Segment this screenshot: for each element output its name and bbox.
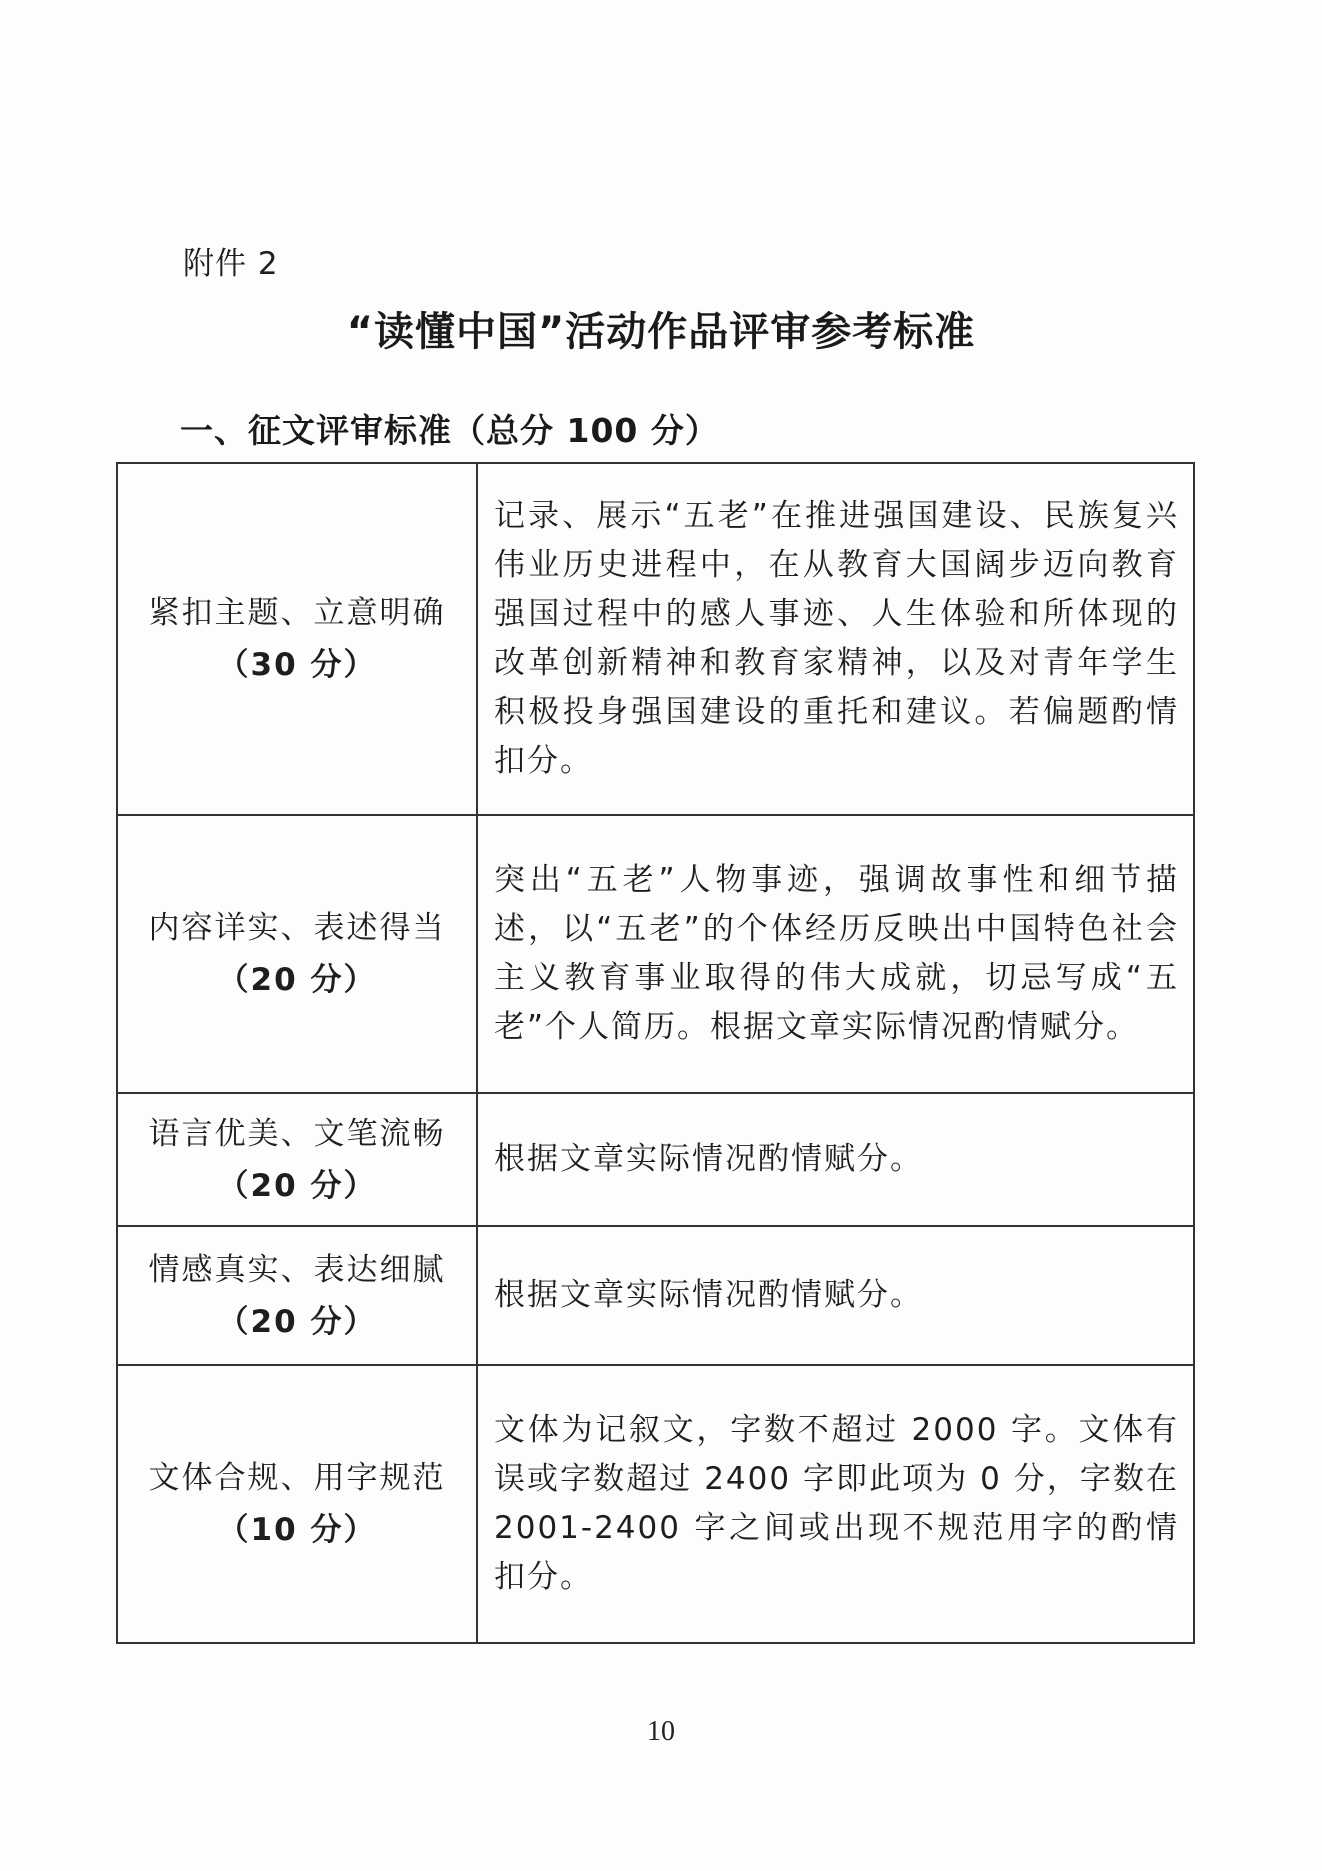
page-number: 10 <box>647 1716 675 1747</box>
criterion-score: （20 分） <box>217 1167 377 1204</box>
criterion-name: 文体合规、用字规范 <box>148 1460 446 1496</box>
criterion-cell <box>117 1365 477 1643</box>
criterion-description: 根据文章实际情况酌情赋分。 <box>477 1226 1194 1365</box>
table-row <box>117 463 1194 815</box>
section-heading: 一、征文评审标准（总分 100 分） <box>180 411 719 450</box>
criterion-name: 内容详实、表述得当 <box>148 910 446 946</box>
criterion-description: 文体为记叙文，字数不超过 2000 字。文体有误或字数超过 2400 字即此项为 0 分，字数在 2001-2400 字之间或出现不规范用字的酌情扣分。 <box>477 1365 1194 1643</box>
table-row <box>117 815 1194 1093</box>
document-title: “读懂中国”活动作品评审参考标准 <box>346 309 976 355</box>
criterion-score: （30 分） <box>217 647 377 683</box>
criterion-cell <box>117 463 477 815</box>
criterion-description: 记录、展示“五老”在推进强国建设、民族复兴伟业历史进程中，在从教育大国阔步迈向教育强国过程中的感人事迹、人生体验和所体现的改革创新精神和教育家精神，以及对青年学生积极投身强国建设的重托和建议。若偏题酌情扣分。 <box>477 463 1194 815</box>
criterion-cell <box>117 815 477 1093</box>
criterion-description: 根据文章实际情况酌情赋分。 <box>477 1093 1194 1226</box>
criterion-name: 情感真实、表达细腻 <box>148 1251 446 1288</box>
table-row <box>117 1093 1194 1226</box>
table-row <box>117 1226 1194 1365</box>
criterion-cell <box>117 1093 477 1226</box>
criteria-table <box>116 462 1195 1644</box>
criterion-description: 突出“五老”人物事迹，强调故事性和细节描述，以“五老”的个体经历反映出中国特色社会主义教育事业取得的伟大成就，切忌写成“五老”个人简历。根据文章实际情况酌情赋分。 <box>477 815 1194 1093</box>
criterion-name: 语言优美、文笔流畅 <box>148 1115 446 1152</box>
criterion-score: （10 分） <box>217 1512 377 1548</box>
criterion-score: （20 分） <box>217 962 377 998</box>
criterion-score: （20 分） <box>217 1303 377 1340</box>
table-row <box>117 1365 1194 1643</box>
criterion-cell <box>117 1226 477 1365</box>
attachment-label: 附件 2 <box>183 246 279 282</box>
criterion-name: 紧扣主题、立意明确 <box>148 595 446 631</box>
